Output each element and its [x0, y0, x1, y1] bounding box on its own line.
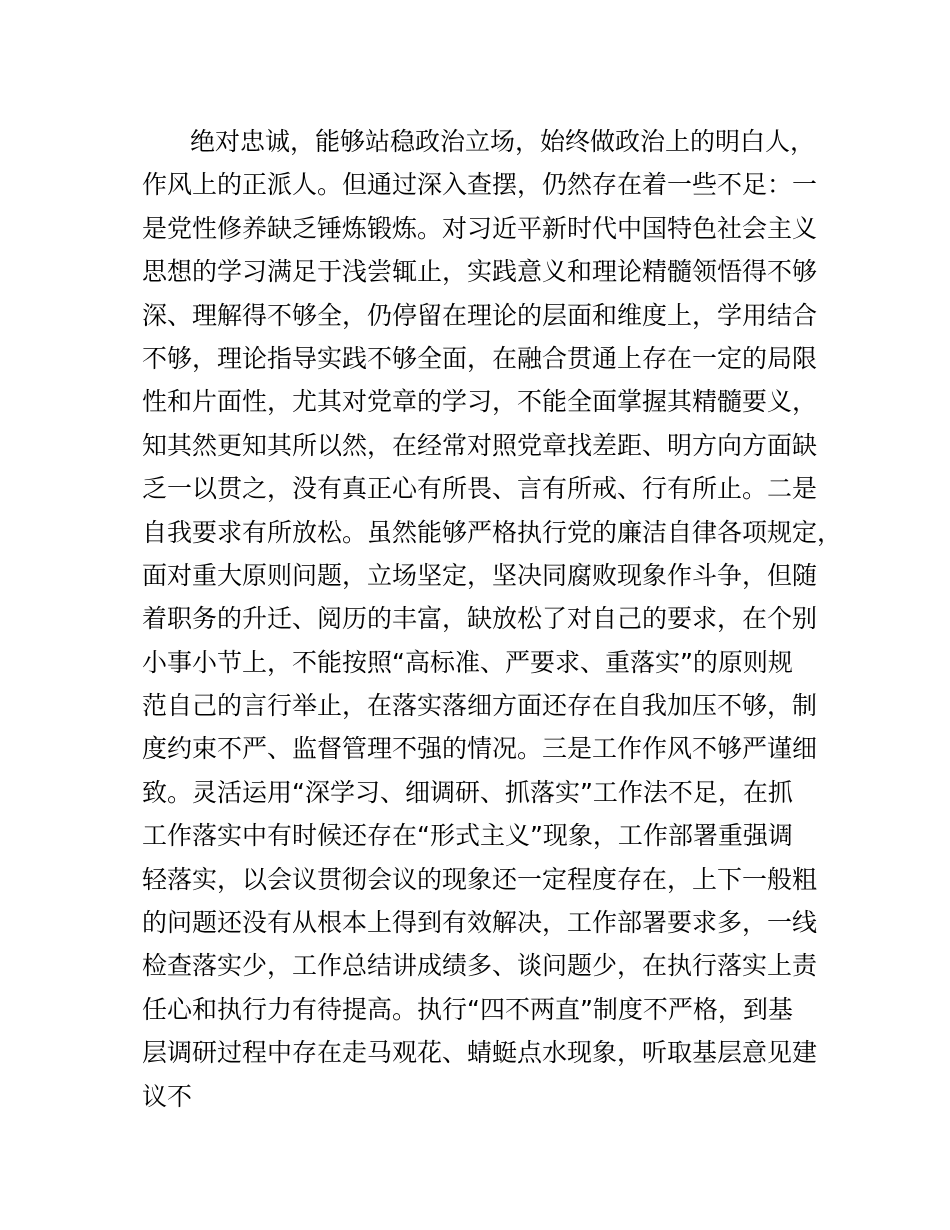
text-line: 自我要求有所放松。虽然能够严格执行党的廉洁自律各项规定， — [142, 517, 843, 547]
text-line: 度约束不严、监督管理不强的情况。三是工作作风不够严谨细 — [142, 734, 818, 764]
text-line: 绝对忠诚，能够站稳政治立场，始终做政治上的明白人， — [190, 127, 816, 156]
text-line: 着职务的升迁、阅历的丰富，缺放松了对自己的要求，在个别 — [142, 604, 818, 634]
text-line: 层调研过程中存在走马观花、蜻蜓点水现象，听取基层意见建 — [142, 1038, 818, 1068]
text-line: 不够，理论指导实践不够全面，在融合贯通上存在一定的局限 — [142, 343, 818, 373]
text-line: 小事小节上，不能按照“高标准、严要求、重落实”的原则规 — [142, 647, 793, 677]
text-line: 深、理解得不够全，仍停留在理论的层面和维度上，学用结合 — [142, 300, 818, 330]
text-line: 的问题还没有从根本上得到有效解决，工作部署要求多，一线 — [142, 908, 818, 938]
text-line: 乏一以贯之，没有真正心有所畏、言有所戒、行有所止。二是 — [142, 474, 818, 504]
text-line: 面对重大原则问题，立场坚定，坚决同腐败现象作斗争，但随 — [142, 560, 818, 590]
text-line: 思想的学习满足于浅尝辄止，实践意义和理论精髓领悟得不够 — [142, 257, 818, 287]
text-line: 检查落实少，工作总结讲成绩多、谈问题少，在执行落实上责 — [142, 951, 818, 981]
text-line: 议不 — [142, 1081, 193, 1111]
text-line: 致。灵活运用“深学习、细调研、抓落实”工作法不足，在抓 — [142, 777, 793, 807]
text-line: 性和片面性，尤其对党章的学习，不能全面掌握其精髓要义， — [142, 387, 818, 417]
text-line: 轻落实，以会议贯彻会议的现象还一定程度存在，上下一般粗 — [142, 864, 818, 894]
text-line: 知其然更知其所以然，在经常对照党章找差距、明方向方面缺 — [142, 430, 818, 460]
text-line: 范自己的言行举止，在落实落细方面还存在自我加压不够，制 — [142, 691, 818, 721]
text-line: 工作落实中有时候还存在“形式主义”现象，工作部署重强调 — [142, 821, 793, 851]
text-line: 是党性修养缺乏锤炼锻炼。对习近平新时代中国特色社会主义 — [142, 213, 818, 243]
text-line: 作风上的正派人。但通过深入查摆，仍然存在着一些不足：一 — [142, 170, 818, 200]
text-line: 任心和执行力有待提高。执行“四不两直”制度不严格，到基 — [142, 994, 793, 1024]
body-paragraph — [142, 120, 842, 1118]
